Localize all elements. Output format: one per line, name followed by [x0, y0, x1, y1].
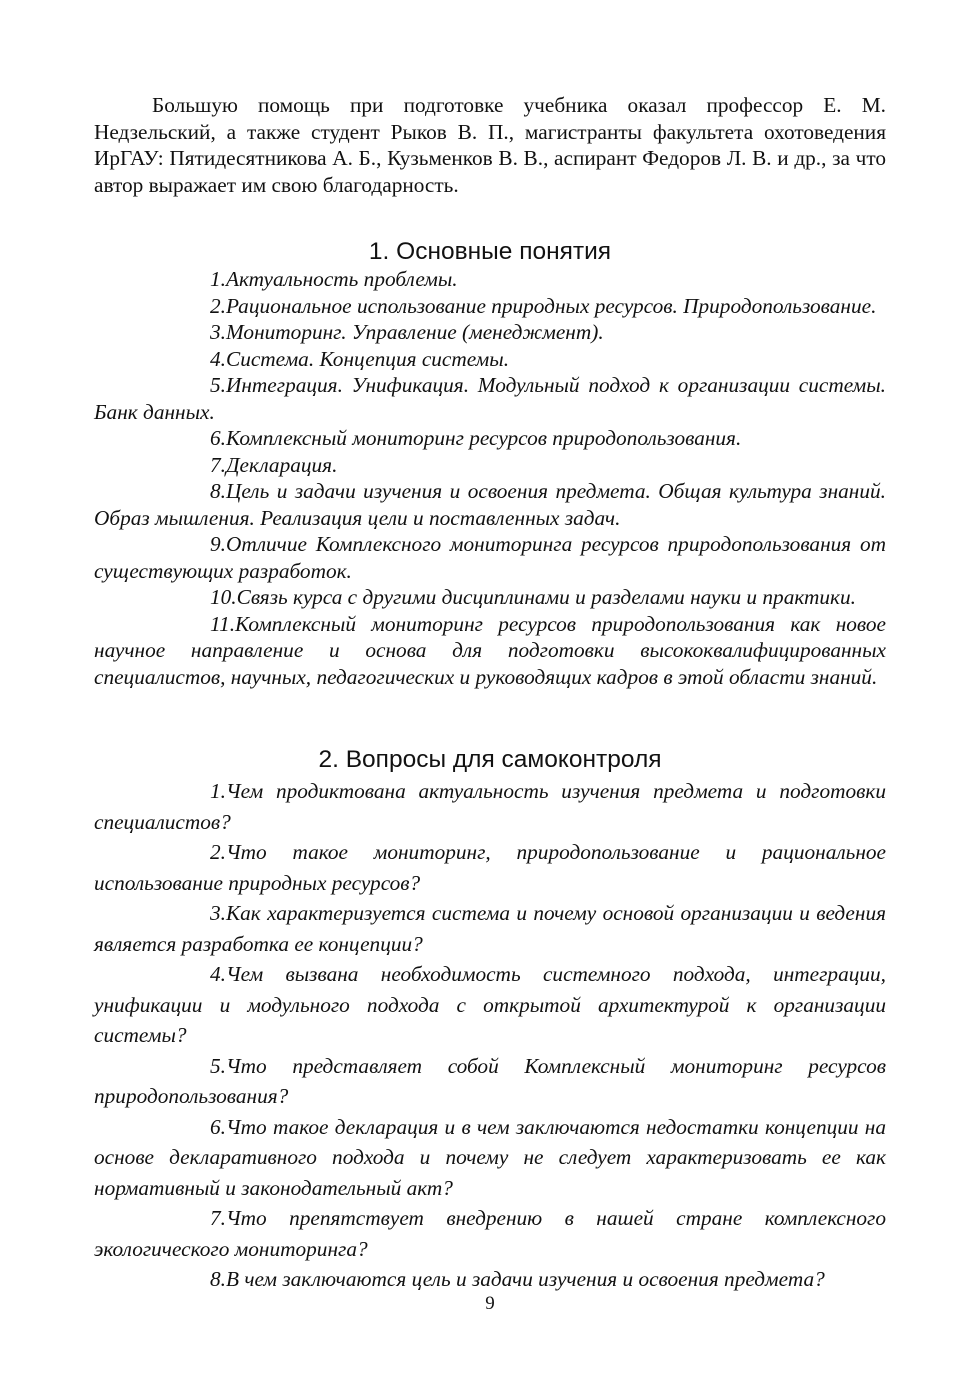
list-item: 3.Как характеризуется система и почему основой организации и ведения является разработка ее концепции? [94, 901, 886, 956]
list-item: 2.Что такое мониторинг, природопользование и рациональное использование природных ресурсов? [94, 840, 886, 895]
page-number: 9 [485, 1293, 495, 1314]
intro-paragraph: Большую помощь при подготовке учебника оказал профессор Е. М. Недзельский, а также студент Рыков В. П., магистранты факультета охотоведения ИрГАУ: Пятидесятникова А. Б., Кузьменков В. В., аспирант Федоров Л. В. и др., за что автор выражает им свою благодарность. [94, 93, 886, 197]
list-item: 5.Что представляет собой Комплексный мониторинг ресурсов природопользования? [94, 1053, 886, 1108]
section-2-title: 2. Вопросы для самоконтроля [318, 746, 662, 773]
list-item: 6.Комплексный мониторинг ресурсов природопользования. [210, 426, 742, 450]
section-1-title: 1. Основные понятия [368, 238, 612, 265]
list-item: 9.Отличие Комплексного мониторинга ресурсов природопользования от существующих разработок. [94, 532, 886, 583]
list-item: 3.Мониторинг. Управление (менеджмент). [210, 320, 604, 344]
list-item: 6.Что такое декларация и в чем заключаются недостатки концепции на основе декларативного подхода и почему не следует характеризовать ее как нормативный и законодательный акт? [94, 1114, 886, 1200]
list-item: 5.Интеграция. Унификация. Модульный подход к организации системы. Банк данных. [94, 373, 886, 424]
list-item: 8.Цель и задачи изучения и освоения предмета. Общая культура знаний. Образ мышления. Реализация цели и поставленных задач. [94, 479, 886, 530]
list-item: 2.Рациональное использование природных ресурсов. Природопользование. [210, 293, 877, 318]
list-item: 1.Актуальность проблемы. [210, 267, 458, 291]
list-item: 1.Чем продиктована актуальность изучения предмета и подготовки специалистов? [94, 779, 886, 834]
list-item: 7.Что препятствует внедрению в нашей стране комплексного экологического мониторинга? [94, 1206, 886, 1261]
list-item: 4.Система. Концепция системы. [210, 346, 510, 371]
list-item: 10.Связь курса с другими дисциплинами и разделами науки и практики. [210, 585, 856, 609]
list-item: 11.Комплексный мониторинг ресурсов природопользования как новое научное направление и основа для подготовки высококвалифицированных специалистов, научных, педагогических и руководящих кадров в этой области знаний. [94, 611, 886, 689]
section-2-list [94, 776, 886, 1295]
list-item: 4.Чем вызвана необходимость системного подхода, интеграции, унификации и модульного подхода с открытой архитектурой к организации системы? [94, 962, 886, 1047]
list-item: 8.В чем заключаются цель и задачи изучения и освоения предмета? [210, 1267, 825, 1291]
section-1-list [94, 266, 886, 690]
list-item: 7.Декларация. [210, 452, 338, 477]
